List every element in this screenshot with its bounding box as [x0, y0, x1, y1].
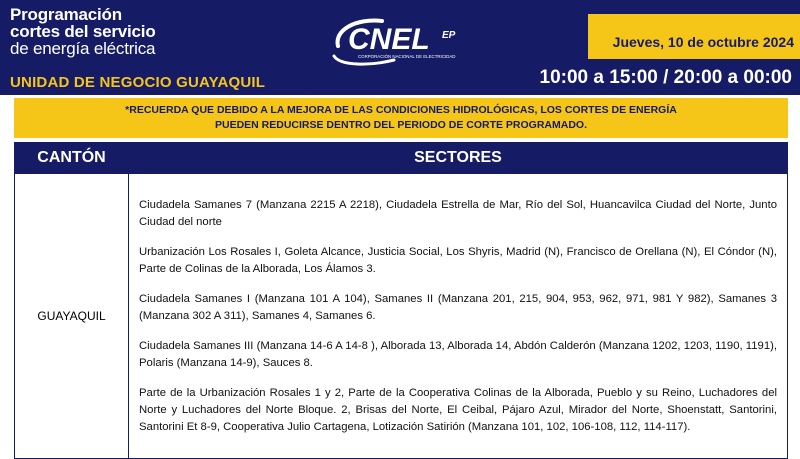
date-badge [588, 14, 800, 59]
schedule-date: Jueves, 10 de octubre 2024 [612, 34, 794, 50]
title-line-3: de energía eléctrica [10, 39, 156, 58]
logo-suffix: EP [442, 30, 456, 41]
sector-group-3: Ciudadela Samanes I (Manzana 101 A 104), Samanes II (Manzana 201, 215, 904, 953, 962, 971, 981 Y 982), Samanes 3 (Manzana 302 A 311), Samanes 4, Samanes 6. [139, 293, 777, 322]
cnel-logo-icon [330, 16, 530, 68]
header-canton: CANTÓN [15, 143, 129, 174]
sector-group-5: Parte de la Urbanización Rosales 1 y 2, Parte de la Cooperativa Colinas de la Alborada, Pueblo y su Reino, Luchadores del Norte y Luchadores del Norte Bloque. 2, Brisas del Norte, El Ceibal, Pájaro Azul, Mirador del Norte, Shoenstatt, Santorini, Santorini Et 8-9, Cooperativa Julio Cartagena, Lotización Satirión (Manzana 101, 102, 106-108, 112, 114-117). [139, 387, 777, 433]
business-unit-label: UNIDAD DE NEGOCIO GUAYAQUIL [10, 74, 266, 91]
sector-group-2: Urbanización Los Rosales I, Goleta Alcance, Justicia Social, Los Shyris, Madrid (N), Francisco de Orellana (N), El Cóndor (N), Parte de Colinas de la Alborada, Los Álamos 3. [139, 246, 777, 275]
program-title [10, 6, 156, 57]
table-row [15, 174, 788, 459]
notice-line-2: PUEDEN REDUCIRSE DENTRO DEL PERIODO DE CORTE PROGRAMADO. [214, 119, 587, 131]
notice-banner [14, 98, 788, 138]
notice-line-1: *RECUERDA QUE DEBIDO A LA MEJORA DE LAS CONDICIONES HIDROLÓGICAS, LOS CORTES DE ENERGÍA [125, 104, 677, 116]
sector-group-1: Ciudadela Samanes 7 (Manzana 2215 A 2218), Ciudadela Estrella de Mar, Río del Sol, Huancavilca Ciudad del Norte, Junto Ciudad del norte [139, 199, 777, 228]
header-banner [0, 0, 800, 95]
logo-wordmark: CNEL [348, 23, 430, 56]
header-sectores: SECTORES [129, 143, 788, 174]
schedule-hours: 10:00 a 15:00 / 20:00 a 00:00 [539, 67, 792, 88]
title-line-1: Programación [10, 5, 122, 24]
title-line-2: cortes del servicio [10, 22, 156, 41]
outage-table [14, 142, 788, 459]
sectores-cell [129, 174, 788, 459]
table-header-row [15, 143, 788, 174]
sector-group-4: Ciudadela Samanes III (Manzana 14-6 A 14-8 ), Alborada 13, Alborada 14, Abdón Calderón (Manzana 1202, 1203, 1190, 1191), Polaris (Manzana 14-9), Sauces 8. [139, 340, 777, 369]
logo-tagline: CORPORACIÓN NACIONAL DE ELECTRICIDAD [358, 54, 456, 59]
canton-cell: GUAYAQUIL [15, 174, 129, 459]
